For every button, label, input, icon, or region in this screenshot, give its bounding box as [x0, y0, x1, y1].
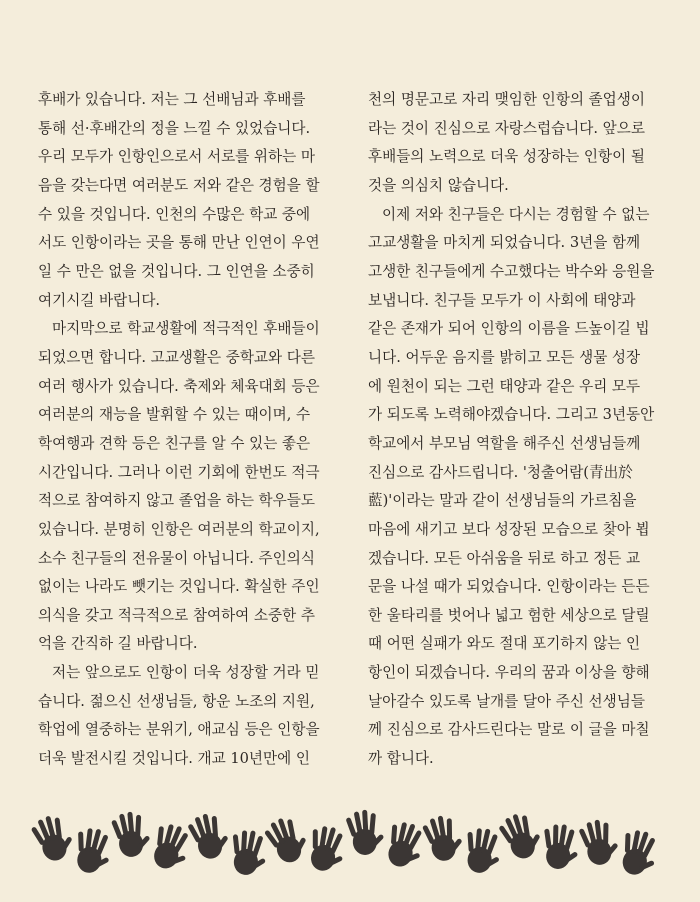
text-line: 문을 나설 때가 되었습니다. 인항이라는 든든 [368, 578, 650, 596]
text-line: 의식을 갖고 적극적으로 참여하여 소중한 추 [38, 606, 315, 624]
text-line: 시간입니다. 그러나 이런 기회에 한번도 적극 [38, 463, 320, 481]
text-line: 항인이 되겠습니다. 우리의 꿈과 이상을 향해 [368, 664, 650, 682]
text-line: 통해 선·후배간의 정을 느낄 수 있었습니다. [38, 119, 311, 137]
text-line: 마음에 새기고 보다 성장된 모습으로 찾아 뵙 [368, 520, 650, 538]
text-line: 한 울타리를 벗어나 넓고 험한 세상으로 달릴 [368, 606, 650, 624]
text-line: 藍)'이라는 말과 같이 선생님들의 가르침을 [368, 492, 637, 510]
text-line: 적으로 참여하지 않고 졸업을 하는 학우들도 [38, 492, 315, 510]
text-line: 가 되도록 노력해야겠습니다. 그리고 3년동안 [368, 406, 655, 424]
text-line: 고교생활을 마치게 되었습니다. 3년을 함께 [368, 234, 641, 252]
text-line: 날아갈수 있도록 날개를 달아 주신 선생님들 [368, 692, 645, 710]
text-line: 라는 것이 진심으로 자랑스럽습니다. 앞으로 [368, 119, 645, 137]
text-line: 서도 인항이라는 곳을 통해 만난 인연이 우연 [38, 234, 320, 252]
text-line: 있습니다. 분명히 인항은 여러분의 학교이지, [38, 520, 320, 538]
right-text-column [368, 86, 666, 774]
text-line: 저는 앞으로도 인항이 더욱 성장할 거라 믿 [52, 664, 320, 682]
text-line: 천의 명문고로 자리 맺임한 인항의 졸업생이 [368, 91, 645, 108]
text-line: 학여행과 견학 등은 친구를 알 수 있는 좋은 [38, 434, 311, 452]
text-line: 에 원천이 되는 그런 태양과 같은 우리 모두 [368, 377, 641, 395]
text-line: 이제 저와 친구들은 다시는 경험할 수 없는 [382, 205, 650, 223]
text-line: 마지막으로 학교생활에 적극적인 후배들이 [52, 320, 320, 338]
text-line: 겠습니다. 모든 아쉬움을 뒤로 하고 정든 교 [368, 549, 641, 567]
left-text-column [38, 86, 338, 774]
text-line: 소수 친구들의 전유물이 아닙니다. 주인의식 [38, 549, 315, 567]
text-line: 없이는 나라도 뺏기는 것입니다. 확실한 주인 [38, 578, 320, 596]
text-line: 까 합니다. [368, 750, 434, 768]
text-line: 일 수 만은 없을 것입니다. 그 인연을 소중히 [38, 262, 315, 280]
text-line: 더욱 발전시킬 것입니다. 개교 10년만에 인 [38, 750, 310, 768]
text-line: 보냅니다. 친구들 모두가 이 사회에 태양과 [368, 291, 636, 309]
text-line: 우리 모두가 인항인으로서 서로를 위하는 마 [38, 148, 315, 166]
text-line: 여기시길 바랍니다. [38, 291, 161, 309]
text-line: 때 어떤 실패가 와도 절대 포기하지 않는 인 [368, 635, 641, 653]
text-line: 수 있을 것입니다. 인천의 수많은 학교 중에 [38, 205, 311, 223]
text-line: 께 진심으로 감사드린다는 말로 이 글을 마칠 [368, 721, 650, 739]
text-line: 학교에서 부모님 역할을 해주신 선생님들께 [368, 434, 641, 452]
text-line: 음을 갖는다면 여러분도 저와 같은 경험을 할 [38, 176, 320, 194]
text-line: 진심으로 감사드립니다. '청출어람(青出於 [368, 463, 633, 481]
text-line: 억을 간직하 길 바랍니다. [38, 635, 198, 653]
text-line: 학업에 열중하는 분위기, 애교심 등은 인항을 [38, 721, 320, 739]
text-line: 고생한 친구들에게 수고했다는 박수와 응원을 [368, 262, 655, 280]
text-line: 니다. 어두운 음지를 밝히고 모든 생물 성장 [368, 348, 641, 366]
text-line: 습니다. 젊으신 선생님들, 항운 노조의 지원, [38, 692, 315, 710]
text-line: 되었으면 합니다. 고교생활은 중학교와 다른 [38, 348, 315, 366]
text-line: 것을 의심치 않습니다. [368, 176, 509, 194]
text-line: 후배가 있습니다. 저는 그 선배님과 후배를 [38, 91, 306, 108]
text-line: 같은 존재가 되어 인항의 이름을 드높이길 빕 [368, 320, 650, 338]
handprint-border [30, 808, 680, 888]
text-line: 여러 행사가 있습니다. 축제와 체육대회 등은 [38, 377, 320, 395]
text-line: 후배들의 노력으로 더욱 성장하는 인항이 될 [368, 148, 645, 166]
text-line: 여러분의 재능을 발휘할 수 있는 때이며, 수 [38, 406, 311, 424]
